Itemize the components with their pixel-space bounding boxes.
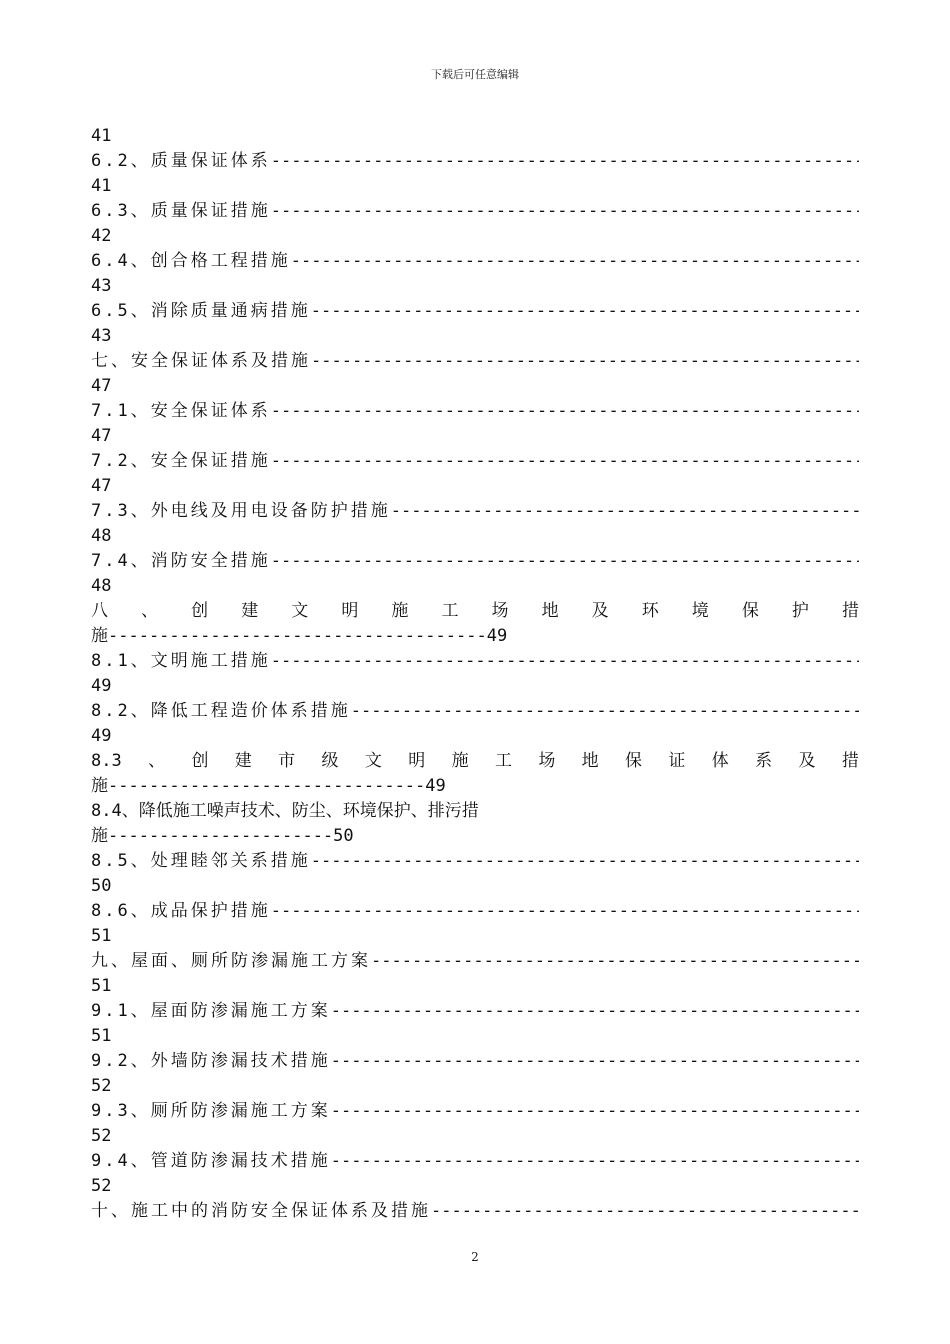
toc-entry-label: 7.3、外电线及用电设备防护措施 bbox=[91, 501, 391, 521]
table-of-contents bbox=[91, 124, 859, 1224]
toc-entry[interactable] bbox=[91, 199, 859, 224]
toc-char: 及 bbox=[798, 751, 816, 771]
toc-entry-label: 施 bbox=[91, 776, 108, 796]
toc-char: 体 bbox=[711, 751, 729, 771]
toc-char: 、 bbox=[141, 601, 159, 621]
toc-leader bbox=[271, 149, 859, 174]
toc-char: 市 bbox=[278, 751, 296, 771]
toc-page-number: 47 bbox=[91, 476, 112, 496]
toc-leader bbox=[271, 649, 859, 674]
toc-leader bbox=[271, 899, 859, 924]
toc-char: 场 bbox=[538, 751, 556, 771]
toc-page-number: 49 bbox=[425, 776, 446, 796]
toc-entry[interactable] bbox=[91, 1049, 859, 1074]
toc-leader bbox=[311, 349, 859, 374]
toc-char: 护 bbox=[791, 601, 809, 621]
toc-leader bbox=[331, 1149, 859, 1174]
toc-page-number: 47 bbox=[91, 426, 112, 446]
toc-entry-label: 7.4、消防安全措施 bbox=[91, 551, 271, 571]
toc-entry-label: 9.2、外墙防渗漏技术措施 bbox=[91, 1051, 331, 1071]
toc-entry-label: 九、屋面、厕所防渗漏施工方案 bbox=[91, 951, 371, 971]
toc-page-number: 48 bbox=[91, 526, 112, 546]
toc-page-number: 47 bbox=[91, 376, 112, 396]
toc-entry-label: 6.5、消除质量通病措施 bbox=[91, 301, 311, 321]
toc-entry-justified[interactable] bbox=[91, 749, 859, 774]
toc-entry[interactable] bbox=[91, 499, 859, 524]
toc-leader bbox=[371, 949, 859, 974]
toc-entry-label: 七、安全保证体系及措施 bbox=[91, 351, 311, 371]
toc-char: 明 bbox=[408, 751, 426, 771]
toc-entry[interactable] bbox=[91, 999, 859, 1024]
toc-char: 文 bbox=[364, 751, 382, 771]
toc-leader bbox=[311, 849, 859, 874]
toc-char: 工 bbox=[441, 601, 459, 621]
toc-page-number: 51 bbox=[91, 926, 112, 946]
page-number: 2 bbox=[471, 1250, 479, 1264]
toc-entry[interactable]: 8.4、降低施工噪声技术、防尘、环境保护、排污措 bbox=[91, 801, 479, 821]
toc-entry-label: 7.2、安全保证措施 bbox=[91, 451, 271, 471]
toc-leader: ------------------------------------- bbox=[108, 626, 487, 646]
toc-leader bbox=[271, 549, 859, 574]
toc-entry[interactable] bbox=[91, 249, 859, 274]
toc-leader bbox=[431, 1199, 859, 1224]
toc-entry-label: 9.1、屋面防渗漏施工方案 bbox=[91, 1001, 331, 1021]
toc-char: 施 bbox=[451, 751, 469, 771]
toc-leader bbox=[271, 399, 859, 424]
toc-char: 及 bbox=[591, 601, 609, 621]
toc-entry[interactable] bbox=[91, 849, 859, 874]
toc-char: 建 bbox=[234, 751, 252, 771]
toc-entry-continuation bbox=[91, 774, 859, 799]
toc-char: 创 bbox=[191, 601, 209, 621]
toc-entry[interactable] bbox=[91, 899, 859, 924]
toc-entry[interactable] bbox=[91, 399, 859, 424]
toc-entry-label: 8.2、降低工程造价体系措施 bbox=[91, 701, 351, 721]
toc-entry[interactable] bbox=[91, 949, 859, 974]
toc-entry[interactable] bbox=[91, 699, 859, 724]
toc-page-number: 42 bbox=[91, 226, 112, 246]
toc-char: 创 bbox=[191, 751, 209, 771]
toc-leader bbox=[331, 1099, 859, 1124]
toc-leader bbox=[331, 1049, 859, 1074]
toc-page-number: 49 bbox=[91, 726, 112, 746]
toc-char: 8.3 bbox=[91, 751, 122, 771]
toc-leader bbox=[271, 199, 859, 224]
toc-char: 系 bbox=[755, 751, 773, 771]
toc-char: 施 bbox=[391, 601, 409, 621]
toc-char: 级 bbox=[321, 751, 339, 771]
toc-entry-justified[interactable] bbox=[91, 599, 859, 624]
toc-entry[interactable] bbox=[91, 149, 859, 174]
toc-leader: ---------------------- bbox=[108, 826, 334, 846]
toc-leader bbox=[291, 249, 859, 274]
toc-entry-label: 8.1、文明施工措施 bbox=[91, 651, 271, 671]
toc-entry[interactable] bbox=[91, 1199, 859, 1224]
toc-char: 保 bbox=[625, 751, 643, 771]
toc-page-number: 52 bbox=[91, 1126, 112, 1146]
toc-entry-continuation bbox=[91, 824, 859, 849]
toc-entry-label: 6.2、质量保证体系 bbox=[91, 151, 271, 171]
toc-page-number: 48 bbox=[91, 576, 112, 596]
toc-entry-label: 8.6、成品保护措施 bbox=[91, 901, 271, 921]
toc-entry[interactable] bbox=[91, 549, 859, 574]
toc-page-number: 49 bbox=[486, 626, 508, 646]
toc-entry-label: 9.3、厕所防渗漏施工方案 bbox=[91, 1101, 331, 1121]
toc-entry-label: 十、施工中的消防安全保证体系及措施 bbox=[91, 1201, 431, 1221]
toc-char: 地 bbox=[581, 751, 599, 771]
toc-page-number: 41 bbox=[91, 176, 112, 196]
toc-entry[interactable] bbox=[91, 349, 859, 374]
toc-entry-label: 7.1、安全保证体系 bbox=[91, 401, 271, 421]
toc-page-number: 49 bbox=[91, 676, 112, 696]
toc-char: 明 bbox=[341, 601, 359, 621]
toc-page-number: 51 bbox=[91, 976, 112, 996]
toc-char: 地 bbox=[541, 601, 559, 621]
toc-leader bbox=[311, 299, 859, 324]
toc-char: 证 bbox=[668, 751, 686, 771]
toc-entry[interactable] bbox=[91, 449, 859, 474]
toc-page-number: 43 bbox=[91, 276, 112, 296]
toc-entry[interactable] bbox=[91, 299, 859, 324]
toc-leader bbox=[331, 999, 859, 1024]
toc-entry-continuation bbox=[91, 624, 859, 649]
toc-entry-label: 6.4、创合格工程措施 bbox=[91, 251, 291, 271]
toc-char: 措 bbox=[841, 751, 859, 771]
toc-entry-label: 施 bbox=[91, 626, 108, 646]
toc-page-number: 41 bbox=[91, 126, 112, 146]
toc-char: 文 bbox=[291, 601, 309, 621]
toc-entry[interactable] bbox=[91, 1099, 859, 1124]
toc-entry-label: 8.5、处理睦邻关系措施 bbox=[91, 851, 311, 871]
toc-leader bbox=[271, 449, 859, 474]
toc-char: 建 bbox=[241, 601, 259, 621]
toc-char: 场 bbox=[491, 601, 509, 621]
toc-leader bbox=[391, 499, 859, 524]
toc-char: 、 bbox=[148, 751, 166, 771]
page-header: 下载后可任意编辑 bbox=[431, 68, 519, 81]
toc-char: 工 bbox=[494, 751, 512, 771]
toc-page-number: 50 bbox=[91, 876, 112, 896]
toc-leader: ------------------------------- bbox=[108, 776, 426, 796]
toc-entry-label: 9.4、管道防渗漏技术措施 bbox=[91, 1151, 331, 1171]
toc-entry-label: 施 bbox=[91, 826, 108, 846]
toc-entry-label: 6.3、质量保证措施 bbox=[91, 201, 271, 221]
toc-char: 八 bbox=[91, 601, 108, 621]
toc-page-number: 52 bbox=[91, 1076, 112, 1096]
toc-page-number: 51 bbox=[91, 1026, 112, 1046]
toc-char: 措 bbox=[841, 601, 859, 621]
toc-page-number: 52 bbox=[91, 1176, 112, 1196]
toc-char: 环 bbox=[641, 601, 659, 621]
toc-char: 境 bbox=[691, 601, 709, 621]
toc-page-number: 43 bbox=[91, 326, 112, 346]
toc-leader bbox=[351, 699, 859, 724]
toc-char: 保 bbox=[741, 601, 759, 621]
toc-entry[interactable] bbox=[91, 1149, 859, 1174]
toc-page-number: 50 bbox=[333, 826, 354, 846]
toc-entry[interactable] bbox=[91, 649, 859, 674]
